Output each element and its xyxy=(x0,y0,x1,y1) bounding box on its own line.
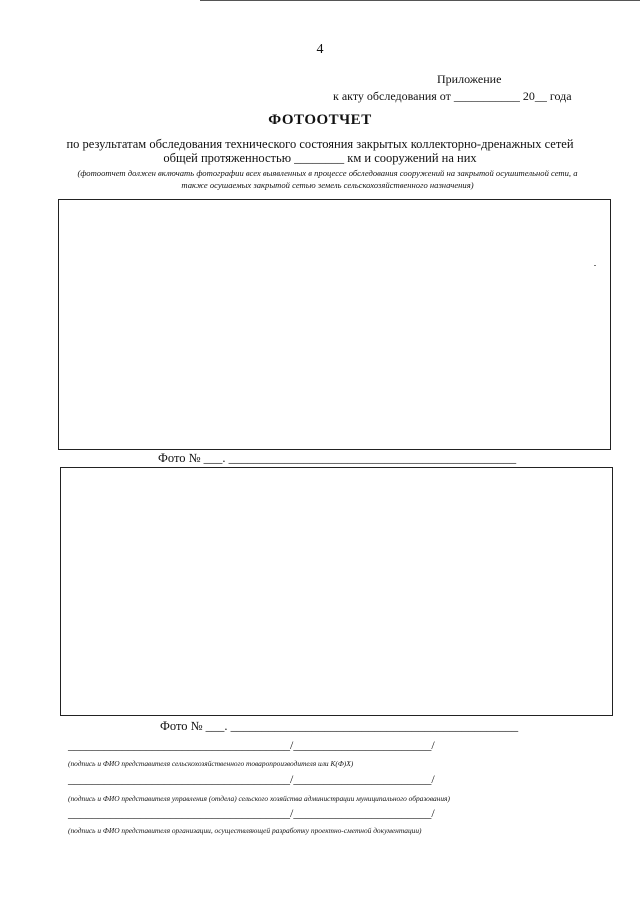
photo-frame-2 xyxy=(60,467,613,716)
signature-line-3: _____________________________________/_______________________/ xyxy=(68,806,435,820)
signature-hint-1: (подпись и ФИО представителя сельскохозяйственного товаропроизводителя или К(Ф)Х) xyxy=(68,759,354,768)
act-reference-line: к акту обследования от ___________ 20__ года xyxy=(333,89,572,103)
signature-line-1: _____________________________________/_______________________/ xyxy=(68,738,435,752)
instruction-note: (фотоотчет должен включать фотографии всех выявленных в процессе обследования сооружений на закрытой осушительной сети, а также осушаемых закрытой сетью земель сельскохозяйственного назначения) xyxy=(77,168,578,190)
subtitle-line-2: общей протяженностью ________ км и сооружений на них xyxy=(163,151,477,165)
signature-hint-3: (подпись и ФИО представителя организации, осуществляющей разработку проектно-сметной документации) xyxy=(68,826,422,835)
photo-caption-2: Фото № ___. ______________________________________________ xyxy=(160,719,519,733)
photo-caption-1: Фото № ___. ______________________________________________ xyxy=(158,451,517,465)
subtitle-line-1: по результатам обследования технического состояния закрытых коллекторно-дренажных сетей xyxy=(66,137,574,151)
document-title: ФОТООТЧЕТ xyxy=(268,112,372,128)
signature-line-2: _____________________________________/_______________________/ xyxy=(68,772,435,786)
signature-hint-2: (подпись и ФИО представителя управления (отдела) сельского хозяйства администрации муниципального образования) xyxy=(68,794,450,803)
scan-speck xyxy=(594,265,596,266)
page-number: 4 xyxy=(316,42,324,57)
photo-frame-1 xyxy=(58,199,611,450)
appendix-label: Приложение xyxy=(437,72,502,86)
top-border-line xyxy=(200,0,640,1)
